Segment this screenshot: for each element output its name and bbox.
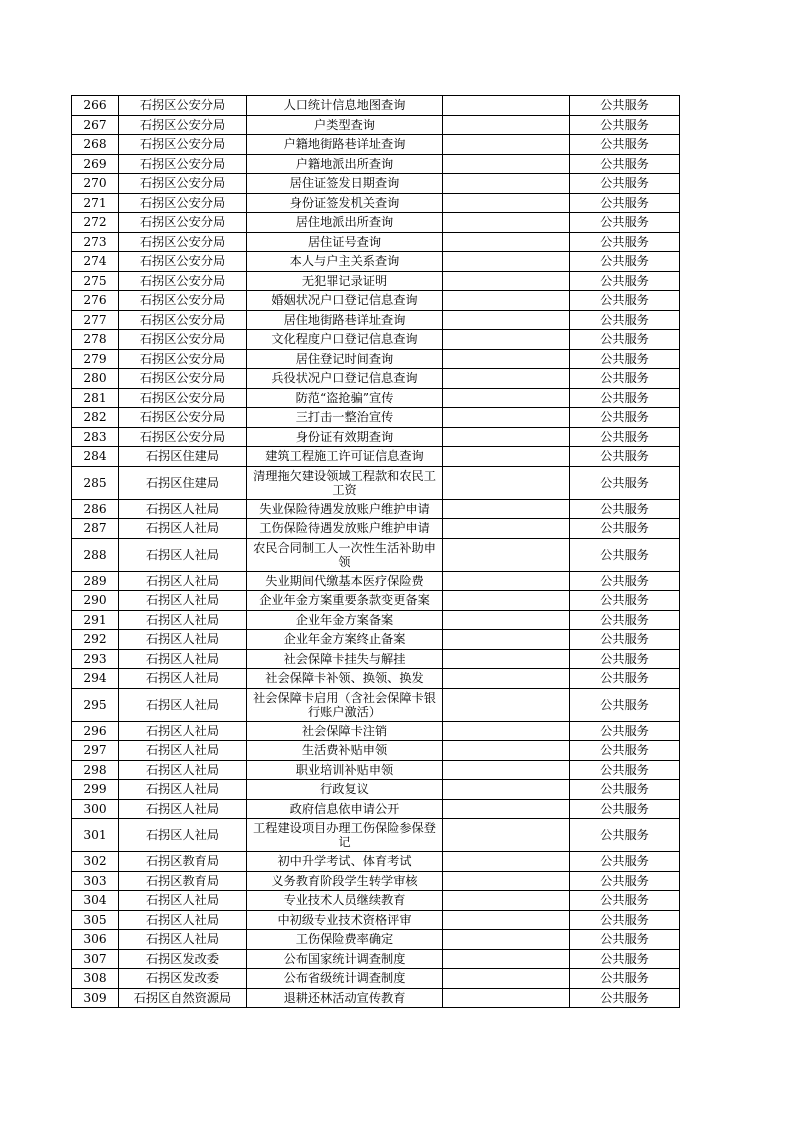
table-body: [72, 96, 680, 1008]
service-type-cell: 公共服务: [570, 193, 680, 213]
row-number-cell: 304: [72, 891, 119, 911]
service-type-cell: 公共服务: [570, 213, 680, 233]
service-type-cell: 公共服务: [570, 174, 680, 194]
department-cell: 石拐区人社局: [119, 630, 247, 650]
service-item-cell: 婚姻状况户口登记信息查询: [247, 291, 443, 311]
service-item-cell: 义务教育阶段学生转学审核: [247, 871, 443, 891]
note-cell: [443, 669, 570, 689]
note-cell: [443, 649, 570, 669]
department-cell: 石拐区人社局: [119, 780, 247, 800]
note-cell: [443, 213, 570, 233]
row-number-cell: 271: [72, 193, 119, 213]
row-number-cell: 283: [72, 427, 119, 447]
service-item-cell: 公布国家统计调查制度: [247, 949, 443, 969]
service-type-cell: 公共服务: [570, 538, 680, 571]
note-cell: [443, 969, 570, 989]
note-cell: [443, 232, 570, 252]
service-type-cell: 公共服务: [570, 780, 680, 800]
table-row: [72, 669, 680, 689]
service-type-cell: 公共服务: [570, 969, 680, 989]
note-cell: [443, 591, 570, 611]
table-row: [72, 349, 680, 369]
note-cell: [443, 388, 570, 408]
service-type-cell: 公共服务: [570, 408, 680, 428]
service-type-cell: 公共服务: [570, 741, 680, 761]
service-type-cell: 公共服务: [570, 349, 680, 369]
department-cell: 石拐区公安分局: [119, 427, 247, 447]
service-type-cell: 公共服务: [570, 649, 680, 669]
table-row: [72, 852, 680, 872]
note-cell: [443, 930, 570, 950]
note-cell: [443, 741, 570, 761]
note-cell: [443, 349, 570, 369]
row-number-cell: 270: [72, 174, 119, 194]
note-cell: [443, 115, 570, 135]
row-number-cell: 269: [72, 154, 119, 174]
table-row: [72, 649, 680, 669]
table-row: [72, 630, 680, 650]
service-type-cell: 公共服务: [570, 799, 680, 819]
service-item-cell: 工程建设项目办理工伤保险参保登记: [247, 819, 443, 852]
table-row: [72, 741, 680, 761]
table-row: [72, 115, 680, 135]
department-cell: 石拐区教育局: [119, 852, 247, 872]
row-number-cell: 308: [72, 969, 119, 989]
service-type-cell: 公共服务: [570, 571, 680, 591]
service-type-cell: 公共服务: [570, 427, 680, 447]
note-cell: [443, 688, 570, 721]
note-cell: [443, 466, 570, 499]
department-cell: 石拐区人社局: [119, 741, 247, 761]
service-type-cell: 公共服务: [570, 330, 680, 350]
row-number-cell: 301: [72, 819, 119, 852]
note-cell: [443, 310, 570, 330]
table-row: [72, 571, 680, 591]
note-cell: [443, 427, 570, 447]
department-cell: 石拐区教育局: [119, 871, 247, 891]
department-cell: 石拐区公安分局: [119, 252, 247, 272]
department-cell: 石拐区住建局: [119, 447, 247, 467]
service-item-cell: 居住地街路巷详址查询: [247, 310, 443, 330]
note-cell: [443, 499, 570, 519]
row-number-cell: 293: [72, 649, 119, 669]
row-number-cell: 289: [72, 571, 119, 591]
department-cell: 石拐区人社局: [119, 571, 247, 591]
service-type-cell: 公共服务: [570, 688, 680, 721]
service-item-cell: 社会保障卡启用（含社会保障卡银行账户激活）: [247, 688, 443, 721]
department-cell: 石拐区人社局: [119, 669, 247, 689]
note-cell: [443, 174, 570, 194]
row-number-cell: 272: [72, 213, 119, 233]
service-type-cell: 公共服务: [570, 271, 680, 291]
service-item-cell: 建筑工程施工许可证信息查询: [247, 447, 443, 467]
note-cell: [443, 852, 570, 872]
row-number-cell: 303: [72, 871, 119, 891]
table-row: [72, 369, 680, 389]
service-item-cell: 工伤保险待遇发放账户维护申请: [247, 519, 443, 539]
note-cell: [443, 571, 570, 591]
service-type-cell: 公共服务: [570, 852, 680, 872]
row-number-cell: 300: [72, 799, 119, 819]
row-number-cell: 298: [72, 760, 119, 780]
note-cell: [443, 447, 570, 467]
service-type-cell: 公共服务: [570, 891, 680, 911]
table-row: [72, 538, 680, 571]
department-cell: 石拐区公安分局: [119, 369, 247, 389]
table-row: [72, 891, 680, 911]
department-cell: 石拐区人社局: [119, 721, 247, 741]
row-number-cell: 288: [72, 538, 119, 571]
service-item-cell: 企业年金方案备案: [247, 610, 443, 630]
department-cell: 石拐区人社局: [119, 610, 247, 630]
department-cell: 石拐区公安分局: [119, 349, 247, 369]
service-item-cell: 兵役状况户口登记信息查询: [247, 369, 443, 389]
service-item-cell: 居住证签发日期查询: [247, 174, 443, 194]
row-number-cell: 279: [72, 349, 119, 369]
table-row: [72, 688, 680, 721]
table-row: [72, 330, 680, 350]
table-row: [72, 232, 680, 252]
row-number-cell: 280: [72, 369, 119, 389]
note-cell: [443, 910, 570, 930]
service-item-cell: 退耕还林活动宣传教育: [247, 988, 443, 1008]
department-cell: 石拐区自然资源局: [119, 988, 247, 1008]
table-row: [72, 721, 680, 741]
department-cell: 石拐区人社局: [119, 591, 247, 611]
note-cell: [443, 780, 570, 800]
row-number-cell: 309: [72, 988, 119, 1008]
note-cell: [443, 760, 570, 780]
service-item-cell: 居住证号查询: [247, 232, 443, 252]
service-type-cell: 公共服务: [570, 466, 680, 499]
service-type-cell: 公共服务: [570, 291, 680, 311]
department-cell: 石拐区人社局: [119, 499, 247, 519]
row-number-cell: 278: [72, 330, 119, 350]
row-number-cell: 306: [72, 930, 119, 950]
table-row: [72, 427, 680, 447]
service-type-cell: 公共服务: [570, 232, 680, 252]
row-number-cell: 286: [72, 499, 119, 519]
service-item-cell: 文化程度户口登记信息查询: [247, 330, 443, 350]
note-cell: [443, 96, 570, 116]
service-type-cell: 公共服务: [570, 447, 680, 467]
table-row: [72, 519, 680, 539]
department-cell: 石拐区公安分局: [119, 154, 247, 174]
department-cell: 石拐区人社局: [119, 910, 247, 930]
department-cell: 石拐区人社局: [119, 799, 247, 819]
row-number-cell: 282: [72, 408, 119, 428]
table-row: [72, 213, 680, 233]
service-type-cell: 公共服务: [570, 669, 680, 689]
service-item-cell: 本人与户主关系查询: [247, 252, 443, 272]
table-row: [72, 193, 680, 213]
service-type-cell: 公共服务: [570, 819, 680, 852]
note-cell: [443, 949, 570, 969]
department-cell: 石拐区公安分局: [119, 193, 247, 213]
table-row: [72, 310, 680, 330]
table-row: [72, 388, 680, 408]
department-cell: 石拐区公安分局: [119, 408, 247, 428]
row-number-cell: 284: [72, 447, 119, 467]
note-cell: [443, 799, 570, 819]
row-number-cell: 274: [72, 252, 119, 272]
service-type-cell: 公共服务: [570, 949, 680, 969]
service-item-cell: 清理拖欠建设领域工程款和农民工工资: [247, 466, 443, 499]
service-type-cell: 公共服务: [570, 988, 680, 1008]
department-cell: 石拐区公安分局: [119, 115, 247, 135]
service-item-cell: 人口统计信息地图查询: [247, 96, 443, 116]
department-cell: 石拐区公安分局: [119, 291, 247, 311]
table-row: [72, 499, 680, 519]
service-item-cell: 行政复议: [247, 780, 443, 800]
table-row: [72, 819, 680, 852]
service-item-cell: 户类型查询: [247, 115, 443, 135]
row-number-cell: 276: [72, 291, 119, 311]
table-row: [72, 408, 680, 428]
note-cell: [443, 630, 570, 650]
table-row: [72, 135, 680, 155]
service-items-table: [71, 95, 680, 1008]
service-type-cell: 公共服务: [570, 310, 680, 330]
service-type-cell: 公共服务: [570, 252, 680, 272]
note-cell: [443, 871, 570, 891]
note-cell: [443, 519, 570, 539]
service-item-cell: 居住地派出所查询: [247, 213, 443, 233]
row-number-cell: 292: [72, 630, 119, 650]
service-item-cell: 身份证签发机关查询: [247, 193, 443, 213]
table-row: [72, 969, 680, 989]
department-cell: 石拐区公安分局: [119, 96, 247, 116]
department-cell: 石拐区人社局: [119, 819, 247, 852]
service-type-cell: 公共服务: [570, 96, 680, 116]
row-number-cell: 295: [72, 688, 119, 721]
row-number-cell: 277: [72, 310, 119, 330]
row-number-cell: 266: [72, 96, 119, 116]
service-type-cell: 公共服务: [570, 499, 680, 519]
service-type-cell: 公共服务: [570, 760, 680, 780]
service-type-cell: 公共服务: [570, 135, 680, 155]
department-cell: 石拐区公安分局: [119, 330, 247, 350]
service-item-cell: 初中升学考试、体育考试: [247, 852, 443, 872]
table-row: [72, 174, 680, 194]
department-cell: 石拐区人社局: [119, 688, 247, 721]
service-item-cell: 企业年金方案重要条款变更备案: [247, 591, 443, 611]
service-item-cell: 失业期间代缴基本医疗保险费: [247, 571, 443, 591]
table-row: [72, 910, 680, 930]
table-row: [72, 96, 680, 116]
row-number-cell: 299: [72, 780, 119, 800]
department-cell: 石拐区人社局: [119, 649, 247, 669]
service-item-cell: 社会保障卡挂失与解挂: [247, 649, 443, 669]
note-cell: [443, 369, 570, 389]
note-cell: [443, 538, 570, 571]
table-row: [72, 780, 680, 800]
note-cell: [443, 408, 570, 428]
department-cell: 石拐区公安分局: [119, 310, 247, 330]
row-number-cell: 296: [72, 721, 119, 741]
row-number-cell: 307: [72, 949, 119, 969]
table-row: [72, 988, 680, 1008]
table-row: [72, 291, 680, 311]
service-item-cell: 农民合同制工人一次性生活补助申领: [247, 538, 443, 571]
department-cell: 石拐区人社局: [119, 930, 247, 950]
department-cell: 石拐区发改委: [119, 969, 247, 989]
service-type-cell: 公共服务: [570, 610, 680, 630]
service-item-cell: 工伤保险费率确定: [247, 930, 443, 950]
table-row: [72, 949, 680, 969]
row-number-cell: 290: [72, 591, 119, 611]
note-cell: [443, 252, 570, 272]
service-item-cell: 职业培训补贴申领: [247, 760, 443, 780]
service-item-cell: 社会保障卡补领、换领、换发: [247, 669, 443, 689]
row-number-cell: 267: [72, 115, 119, 135]
note-cell: [443, 819, 570, 852]
row-number-cell: 297: [72, 741, 119, 761]
department-cell: 石拐区公安分局: [119, 135, 247, 155]
service-item-cell: 户籍地街路巷详址查询: [247, 135, 443, 155]
row-number-cell: 275: [72, 271, 119, 291]
service-type-cell: 公共服务: [570, 115, 680, 135]
note-cell: [443, 610, 570, 630]
note-cell: [443, 193, 570, 213]
row-number-cell: 273: [72, 232, 119, 252]
service-type-cell: 公共服务: [570, 721, 680, 741]
service-item-cell: 居住登记时间查询: [247, 349, 443, 369]
note-cell: [443, 271, 570, 291]
row-number-cell: 281: [72, 388, 119, 408]
note-cell: [443, 891, 570, 911]
department-cell: 石拐区人社局: [119, 538, 247, 571]
table-row: [72, 871, 680, 891]
row-number-cell: 285: [72, 466, 119, 499]
table-row: [72, 591, 680, 611]
service-type-cell: 公共服务: [570, 630, 680, 650]
department-cell: 石拐区住建局: [119, 466, 247, 499]
row-number-cell: 287: [72, 519, 119, 539]
service-item-cell: 防范“盗抢骗”宣传: [247, 388, 443, 408]
row-number-cell: 268: [72, 135, 119, 155]
service-type-cell: 公共服务: [570, 910, 680, 930]
service-type-cell: 公共服务: [570, 871, 680, 891]
table-row: [72, 466, 680, 499]
service-item-cell: 生活费补贴申领: [247, 741, 443, 761]
service-item-cell: 中初级专业技术资格评审: [247, 910, 443, 930]
department-cell: 石拐区公安分局: [119, 213, 247, 233]
note-cell: [443, 988, 570, 1008]
department-cell: 石拐区公安分局: [119, 388, 247, 408]
department-cell: 石拐区人社局: [119, 891, 247, 911]
department-cell: 石拐区发改委: [119, 949, 247, 969]
service-type-cell: 公共服务: [570, 369, 680, 389]
table-row: [72, 271, 680, 291]
service-type-cell: 公共服务: [570, 591, 680, 611]
service-type-cell: 公共服务: [570, 930, 680, 950]
table-row: [72, 760, 680, 780]
service-item-cell: 身份证有效期查询: [247, 427, 443, 447]
service-item-cell: 户籍地派出所查询: [247, 154, 443, 174]
table-row: [72, 799, 680, 819]
service-item-cell: 公布省级统计调查制度: [247, 969, 443, 989]
table-row: [72, 447, 680, 467]
row-number-cell: 305: [72, 910, 119, 930]
service-item-cell: 无犯罪记录证明: [247, 271, 443, 291]
note-cell: [443, 154, 570, 174]
note-cell: [443, 721, 570, 741]
service-item-cell: 三打击一整治宣传: [247, 408, 443, 428]
table-row: [72, 610, 680, 630]
department-cell: 石拐区人社局: [119, 519, 247, 539]
department-cell: 石拐区公安分局: [119, 174, 247, 194]
row-number-cell: 294: [72, 669, 119, 689]
service-item-cell: 企业年金方案终止备案: [247, 630, 443, 650]
table-row: [72, 252, 680, 272]
row-number-cell: 302: [72, 852, 119, 872]
service-item-cell: 专业技术人员继续教育: [247, 891, 443, 911]
table-row: [72, 154, 680, 174]
department-cell: 石拐区人社局: [119, 760, 247, 780]
service-item-cell: 社会保障卡注销: [247, 721, 443, 741]
service-type-cell: 公共服务: [570, 388, 680, 408]
service-type-cell: 公共服务: [570, 154, 680, 174]
note-cell: [443, 330, 570, 350]
note-cell: [443, 135, 570, 155]
note-cell: [443, 291, 570, 311]
service-type-cell: 公共服务: [570, 519, 680, 539]
service-item-cell: 政府信息依申请公开: [247, 799, 443, 819]
row-number-cell: 291: [72, 610, 119, 630]
service-item-cell: 失业保险待遇发放账户维护申请: [247, 499, 443, 519]
department-cell: 石拐区公安分局: [119, 271, 247, 291]
table-row: [72, 930, 680, 950]
department-cell: 石拐区公安分局: [119, 232, 247, 252]
